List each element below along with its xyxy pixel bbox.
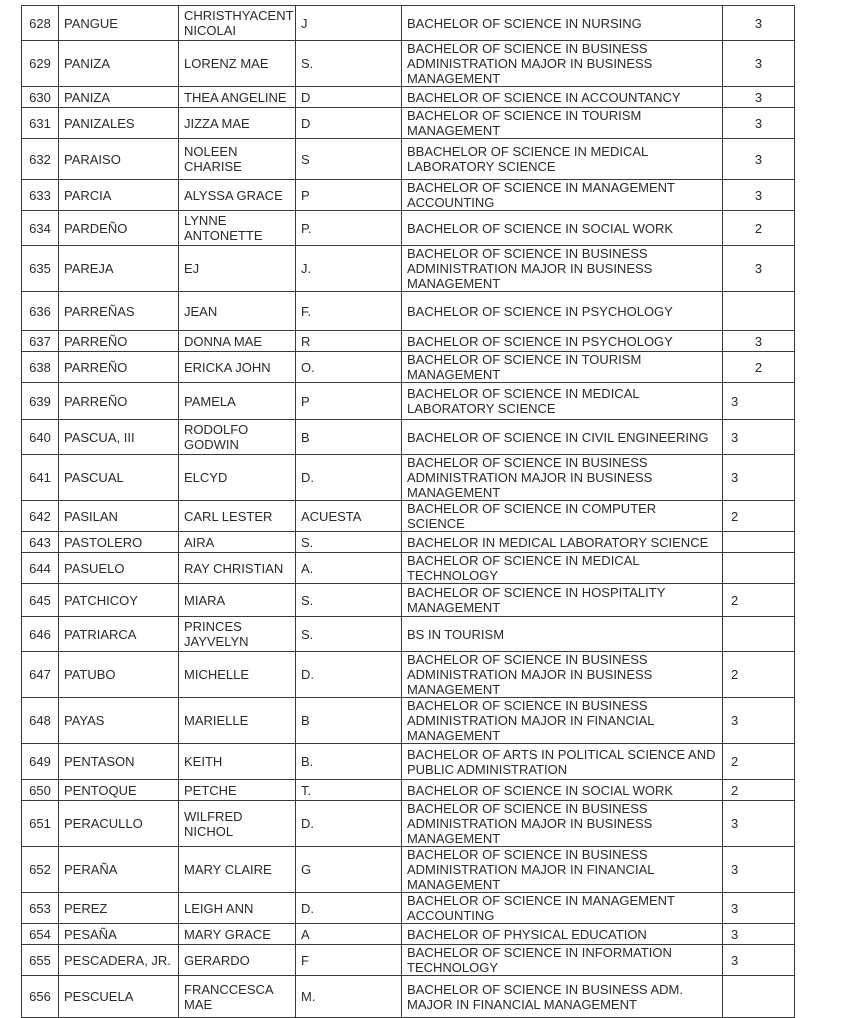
last-name-cell: PANGUE xyxy=(59,6,179,41)
last-name-cell: PENTOQUE xyxy=(59,780,179,801)
middle-name-cell: S. xyxy=(296,532,402,553)
degree-program-cell: BACHELOR OF SCIENCE IN MANAGEMENT ACCOUNTING xyxy=(402,893,723,924)
year-level-cell: 3 xyxy=(723,698,795,744)
degree-program-cell: BACHELOR OF SCIENCE IN INFORMATION TECHNOLOGY xyxy=(402,945,723,976)
degree-program-cell: BACHELOR OF SCIENCE IN CIVIL ENGINEERING xyxy=(402,420,723,455)
middle-name-cell: S. xyxy=(296,617,402,652)
degree-program-cell: BBACHELOR OF SCIENCE IN MEDICAL LABORATORY SCIENCE xyxy=(402,139,723,180)
row-number-cell: 648 xyxy=(22,698,59,744)
year-level-cell: 3 xyxy=(723,246,795,292)
degree-program-cell: BACHELOR OF SCIENCE IN BUSINESS ADMINISTRATION MAJOR IN BUSINESS MANAGEMENT xyxy=(402,246,723,292)
degree-program-cell: BACHELOR OF SCIENCE IN TOURISM MANAGEMENT xyxy=(402,108,723,139)
first-name-cell: ERICKA JOHN xyxy=(179,352,296,383)
row-number-cell: 646 xyxy=(22,617,59,652)
middle-name-cell: D. xyxy=(296,801,402,847)
row-number-cell: 656 xyxy=(22,976,59,1018)
first-name-cell: KEITH xyxy=(179,744,296,780)
degree-program-cell: BACHELOR OF SCIENCE IN BUSINESS ADMINISTRATION MAJOR IN BUSINESS MANAGEMENT xyxy=(402,652,723,698)
degree-program-cell: BACHELOR OF SCIENCE IN MEDICAL TECHNOLOGY xyxy=(402,553,723,584)
table-row xyxy=(22,292,795,331)
first-name-cell: THEA ANGELINE xyxy=(179,87,296,108)
middle-name-cell: D xyxy=(296,87,402,108)
degree-program-cell: BACHELOR OF SCIENCE IN BUSINESS ADMINISTRATION MAJOR IN BUSINESS MANAGEMENT xyxy=(402,801,723,847)
last-name-cell: PASCUAL xyxy=(59,455,179,501)
row-number-cell: 629 xyxy=(22,41,59,87)
row-number-cell: 653 xyxy=(22,893,59,924)
row-number-cell: 635 xyxy=(22,246,59,292)
student-roster-table xyxy=(21,5,795,1018)
row-number-cell: 632 xyxy=(22,139,59,180)
table-row xyxy=(22,180,795,211)
row-number-cell: 655 xyxy=(22,945,59,976)
degree-program-cell: BACHELOR OF SCIENCE IN MANAGEMENT ACCOUNTING xyxy=(402,180,723,211)
degree-program-cell: BACHELOR OF SCIENCE IN MEDICAL LABORATORY SCIENCE xyxy=(402,383,723,420)
middle-name-cell: T. xyxy=(296,780,402,801)
last-name-cell: PANIZA xyxy=(59,41,179,87)
middle-name-cell: B xyxy=(296,698,402,744)
degree-program-cell: BACHELOR OF ARTS IN POLITICAL SCIENCE AND PUBLIC ADMINISTRATION xyxy=(402,744,723,780)
row-number-cell: 638 xyxy=(22,352,59,383)
last-name-cell: PEREZ xyxy=(59,893,179,924)
year-level-cell: 3 xyxy=(723,945,795,976)
middle-name-cell: O. xyxy=(296,352,402,383)
first-name-cell: PETCHE xyxy=(179,780,296,801)
last-name-cell: PAREJA xyxy=(59,246,179,292)
year-level-cell: 3 xyxy=(723,180,795,211)
table-row xyxy=(22,420,795,455)
table-row xyxy=(22,584,795,617)
year-level-cell: 3 xyxy=(723,455,795,501)
middle-name-cell: P xyxy=(296,180,402,211)
middle-name-cell: F xyxy=(296,945,402,976)
first-name-cell: LYNNE ANTONETTE xyxy=(179,211,296,246)
table-row xyxy=(22,383,795,420)
first-name-cell: GERARDO xyxy=(179,945,296,976)
table-row xyxy=(22,924,795,945)
last-name-cell: PERACULLO xyxy=(59,801,179,847)
row-number-cell: 631 xyxy=(22,108,59,139)
year-level-cell: 3 xyxy=(723,801,795,847)
table-row xyxy=(22,893,795,924)
first-name-cell: RODOLFO GODWIN xyxy=(179,420,296,455)
table-row xyxy=(22,617,795,652)
table-row xyxy=(22,108,795,139)
degree-program-cell: BACHELOR OF SCIENCE IN BUSINESS ADMINISTRATION MAJOR IN BUSINESS MANAGEMENT xyxy=(402,455,723,501)
last-name-cell: PARREÑO xyxy=(59,352,179,383)
degree-program-cell: BS IN TOURISM xyxy=(402,617,723,652)
row-number-cell: 652 xyxy=(22,847,59,893)
degree-program-cell: BACHELOR OF SCIENCE IN SOCIAL WORK xyxy=(402,211,723,246)
last-name-cell: PATCHICOY xyxy=(59,584,179,617)
middle-name-cell: M. xyxy=(296,976,402,1018)
first-name-cell: LEIGH ANN xyxy=(179,893,296,924)
first-name-cell: MARY GRACE xyxy=(179,924,296,945)
last-name-cell: PANIZALES xyxy=(59,108,179,139)
year-level-cell: 3 xyxy=(723,139,795,180)
last-name-cell: PANIZA xyxy=(59,87,179,108)
last-name-cell: PENTASON xyxy=(59,744,179,780)
year-level-cell: 3 xyxy=(723,893,795,924)
last-name-cell: PARREÑAS xyxy=(59,292,179,331)
table-row xyxy=(22,139,795,180)
degree-program-cell: BACHELOR OF SCIENCE IN COMPUTER SCIENCE xyxy=(402,501,723,532)
year-level-cell: 2 xyxy=(723,652,795,698)
table-row xyxy=(22,352,795,383)
middle-name-cell: F. xyxy=(296,292,402,331)
row-number-cell: 628 xyxy=(22,6,59,41)
middle-name-cell: P. xyxy=(296,211,402,246)
year-level-cell: 2 xyxy=(723,780,795,801)
year-level-cell xyxy=(723,553,795,584)
degree-program-cell: BACHELOR OF SCIENCE IN BUSINESS ADMINISTRATION MAJOR IN BUSINESS MANAGEMENT xyxy=(402,41,723,87)
last-name-cell: PARREÑO xyxy=(59,331,179,352)
degree-program-cell: BACHELOR OF SCIENCE IN ACCOUNTANCY xyxy=(402,87,723,108)
table-row xyxy=(22,246,795,292)
first-name-cell: ALYSSA GRACE xyxy=(179,180,296,211)
table-row xyxy=(22,87,795,108)
middle-name-cell: S. xyxy=(296,41,402,87)
last-name-cell: PASUELO xyxy=(59,553,179,584)
table-row xyxy=(22,211,795,246)
degree-program-cell: BACHELOR OF SCIENCE IN HOSPITALITY MANAGEMENT xyxy=(402,584,723,617)
first-name-cell: NOLEEN CHARISE xyxy=(179,139,296,180)
last-name-cell: PESCUELA xyxy=(59,976,179,1018)
middle-name-cell: A xyxy=(296,924,402,945)
last-name-cell: PASTOLERO xyxy=(59,532,179,553)
table-row xyxy=(22,532,795,553)
row-number-cell: 633 xyxy=(22,180,59,211)
middle-name-cell: P xyxy=(296,383,402,420)
year-level-cell: 2 xyxy=(723,584,795,617)
degree-program-cell: BACHELOR OF SCIENCE IN BUSINESS ADMINISTRATION MAJOR IN FINANCIAL MANAGEMENT xyxy=(402,698,723,744)
first-name-cell: AIRA xyxy=(179,532,296,553)
first-name-cell: EJ xyxy=(179,246,296,292)
year-level-cell xyxy=(723,292,795,331)
row-number-cell: 641 xyxy=(22,455,59,501)
first-name-cell: RAY CHRISTIAN xyxy=(179,553,296,584)
table-row xyxy=(22,780,795,801)
first-name-cell: CHRISTHYACENT NICOLAI xyxy=(179,6,296,41)
last-name-cell: PESAÑA xyxy=(59,924,179,945)
year-level-cell: 3 xyxy=(723,108,795,139)
row-number-cell: 634 xyxy=(22,211,59,246)
row-number-cell: 643 xyxy=(22,532,59,553)
table-row xyxy=(22,6,795,41)
last-name-cell: PARAISO xyxy=(59,139,179,180)
middle-name-cell: S. xyxy=(296,584,402,617)
row-number-cell: 640 xyxy=(22,420,59,455)
degree-program-cell: BACHELOR OF PHYSICAL EDUCATION xyxy=(402,924,723,945)
table-row xyxy=(22,945,795,976)
degree-program-cell: BACHELOR IN MEDICAL LABORATORY SCIENCE xyxy=(402,532,723,553)
student-roster-sheet xyxy=(21,5,794,1018)
row-number-cell: 642 xyxy=(22,501,59,532)
middle-name-cell: ACUESTA xyxy=(296,501,402,532)
first-name-cell: MICHELLE xyxy=(179,652,296,698)
degree-program-cell: BACHELOR OF SCIENCE IN NURSING xyxy=(402,6,723,41)
table-row xyxy=(22,652,795,698)
middle-name-cell: D. xyxy=(296,652,402,698)
row-number-cell: 630 xyxy=(22,87,59,108)
last-name-cell: PARCIA xyxy=(59,180,179,211)
table-row xyxy=(22,501,795,532)
row-number-cell: 639 xyxy=(22,383,59,420)
last-name-cell: PESCADERA, JR. xyxy=(59,945,179,976)
year-level-cell xyxy=(723,617,795,652)
degree-program-cell: BACHELOR OF SCIENCE IN TOURISM MANAGEMENT xyxy=(402,352,723,383)
row-number-cell: 637 xyxy=(22,331,59,352)
row-number-cell: 654 xyxy=(22,924,59,945)
middle-name-cell: S xyxy=(296,139,402,180)
table-row xyxy=(22,41,795,87)
middle-name-cell: B. xyxy=(296,744,402,780)
first-name-cell: DONNA MAE xyxy=(179,331,296,352)
last-name-cell: PARDEÑO xyxy=(59,211,179,246)
last-name-cell: PARREÑO xyxy=(59,383,179,420)
row-number-cell: 636 xyxy=(22,292,59,331)
year-level-cell: 3 xyxy=(723,924,795,945)
last-name-cell: PASILAN xyxy=(59,501,179,532)
table-row xyxy=(22,455,795,501)
year-level-cell: 3 xyxy=(723,383,795,420)
row-number-cell: 650 xyxy=(22,780,59,801)
row-number-cell: 651 xyxy=(22,801,59,847)
table-row xyxy=(22,553,795,584)
table-row xyxy=(22,331,795,352)
middle-name-cell: D. xyxy=(296,455,402,501)
middle-name-cell: D xyxy=(296,108,402,139)
year-level-cell: 2 xyxy=(723,352,795,383)
degree-program-cell: BACHELOR OF SCIENCE IN BUSINESS ADMINISTRATION MAJOR IN FINANCIAL MANAGEMENT xyxy=(402,847,723,893)
first-name-cell: MARY CLAIRE xyxy=(179,847,296,893)
row-number-cell: 645 xyxy=(22,584,59,617)
middle-name-cell: G xyxy=(296,847,402,893)
year-level-cell xyxy=(723,976,795,1018)
middle-name-cell: J. xyxy=(296,246,402,292)
year-level-cell: 3 xyxy=(723,420,795,455)
year-level-cell: 3 xyxy=(723,87,795,108)
roster-body xyxy=(22,6,795,1018)
table-row xyxy=(22,847,795,893)
first-name-cell: MARIELLE xyxy=(179,698,296,744)
degree-program-cell: BACHELOR OF SCIENCE IN PSYCHOLOGY xyxy=(402,292,723,331)
degree-program-cell: BACHELOR OF SCIENCE IN SOCIAL WORK xyxy=(402,780,723,801)
first-name-cell: CARL LESTER xyxy=(179,501,296,532)
row-number-cell: 644 xyxy=(22,553,59,584)
table-row xyxy=(22,698,795,744)
table-row xyxy=(22,744,795,780)
year-level-cell: 3 xyxy=(723,847,795,893)
last-name-cell: PATUBO xyxy=(59,652,179,698)
year-level-cell: 3 xyxy=(723,331,795,352)
first-name-cell: PRINCES JAYVELYN xyxy=(179,617,296,652)
last-name-cell: PAYAS xyxy=(59,698,179,744)
first-name-cell: JEAN xyxy=(179,292,296,331)
row-number-cell: 649 xyxy=(22,744,59,780)
year-level-cell: 2 xyxy=(723,501,795,532)
first-name-cell: PAMELA xyxy=(179,383,296,420)
year-level-cell: 3 xyxy=(723,41,795,87)
last-name-cell: PATRIARCA xyxy=(59,617,179,652)
table-row xyxy=(22,801,795,847)
middle-name-cell: D. xyxy=(296,893,402,924)
first-name-cell: JIZZA MAE xyxy=(179,108,296,139)
degree-program-cell: BACHELOR OF SCIENCE IN PSYCHOLOGY xyxy=(402,331,723,352)
row-number-cell: 647 xyxy=(22,652,59,698)
first-name-cell: ELCYD xyxy=(179,455,296,501)
middle-name-cell: R xyxy=(296,331,402,352)
last-name-cell: PASCUA, III xyxy=(59,420,179,455)
first-name-cell: LORENZ MAE xyxy=(179,41,296,87)
first-name-cell: FRANCCESCA MAE xyxy=(179,976,296,1018)
degree-program-cell: BACHELOR OF SCIENCE IN BUSINESS ADM. MAJOR IN FINANCIAL MANAGEMENT xyxy=(402,976,723,1018)
middle-name-cell: A. xyxy=(296,553,402,584)
first-name-cell: MIARA xyxy=(179,584,296,617)
table-row xyxy=(22,976,795,1018)
last-name-cell: PERAÑA xyxy=(59,847,179,893)
middle-name-cell: B xyxy=(296,420,402,455)
middle-name-cell: J xyxy=(296,6,402,41)
year-level-cell: 2 xyxy=(723,744,795,780)
year-level-cell: 2 xyxy=(723,211,795,246)
year-level-cell xyxy=(723,532,795,553)
year-level-cell: 3 xyxy=(723,6,795,41)
first-name-cell: WILFRED NICHOL xyxy=(179,801,296,847)
